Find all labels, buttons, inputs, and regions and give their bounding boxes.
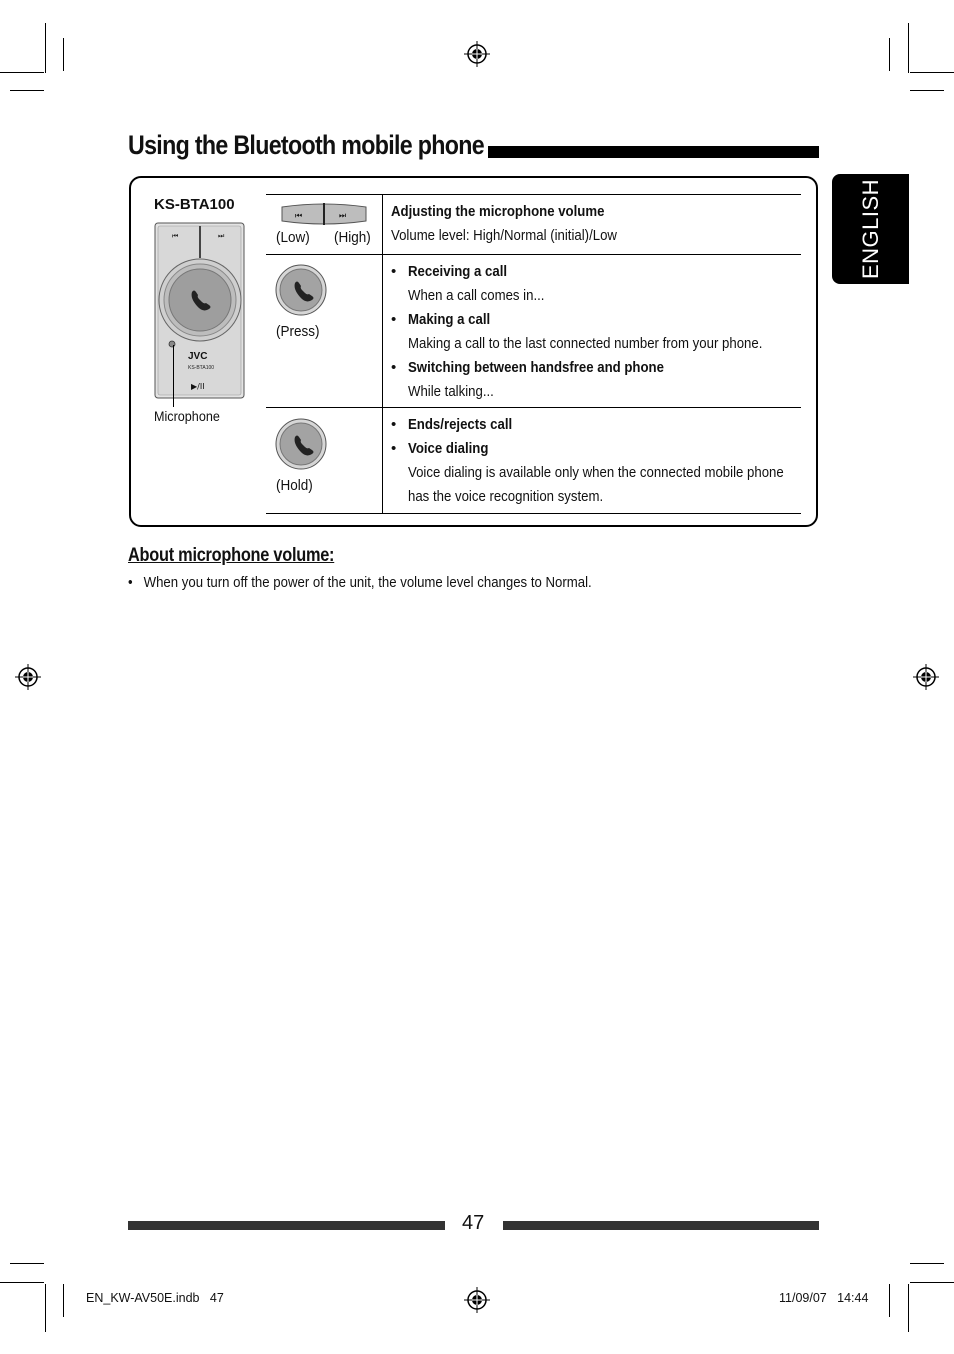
low-label: (Low) [276, 229, 310, 246]
crop-mark [0, 1282, 44, 1283]
table-rule [266, 194, 801, 195]
note-bullet: • When you turn off the power of the unit, the volume level changes to Normal. [128, 574, 592, 591]
crop-mark [908, 1284, 909, 1332]
crop-mark [910, 1282, 954, 1283]
crop-mark [910, 1263, 944, 1264]
item-text: Making a call to the last connected number from your phone. [408, 335, 763, 352]
registration-mark-icon [464, 41, 490, 67]
device-model-label: KS-BTA100 [154, 196, 235, 213]
svg-text:⏮: ⏮ [172, 232, 179, 240]
crop-mark [10, 1263, 44, 1264]
page-title: Using the Bluetooth mobile phone [128, 130, 484, 160]
language-label: ENGLISH [857, 178, 883, 280]
crop-mark [63, 1284, 64, 1317]
registration-mark-icon [913, 664, 939, 690]
item-heading: Receiving a call [408, 263, 508, 280]
crop-mark [45, 1284, 46, 1332]
page-number: 47 [462, 1212, 485, 1234]
item-text: While talking... [408, 383, 494, 400]
crop-mark [63, 38, 64, 71]
registration-mark-icon [464, 1287, 490, 1313]
crop-mark [0, 72, 44, 73]
crop-mark [889, 1284, 890, 1317]
item-heading: Ends/rejects call [408, 416, 513, 433]
registration-mark-icon [15, 664, 41, 690]
table-rule [266, 513, 801, 514]
crop-mark [889, 38, 890, 71]
crop-mark [45, 23, 46, 73]
crop-mark [910, 90, 944, 91]
microphone-leader-line [173, 345, 174, 407]
crop-mark [910, 72, 954, 73]
bullet: • [391, 359, 397, 376]
row-heading: Adjusting the microphone volume [391, 203, 605, 220]
table-rule [266, 254, 801, 255]
footer-bar-right [503, 1221, 819, 1230]
play-pause-label: ▶/II [191, 382, 205, 391]
microphone-label: Microphone [154, 408, 220, 424]
note-text: When you turn off the power of the unit, the volume level changes to Normal. [143, 574, 592, 591]
bullet: • [391, 440, 397, 457]
print-slug-date: 11/09/07 14:44 [779, 1291, 869, 1305]
volume-buttons-icon [281, 203, 367, 227]
svg-text:⏮: ⏮ [295, 211, 303, 220]
brand-label: JVC [188, 351, 208, 362]
section-heading: About microphone volume: [128, 545, 335, 566]
high-label: (High) [334, 229, 371, 246]
print-slug-file: EN_KW-AV50E.indb 47 [86, 1291, 224, 1305]
item-heading: Switching between handsfree and phone [408, 359, 664, 376]
phone-knob-icon [275, 264, 327, 316]
phone-knob-icon [275, 418, 327, 470]
hold-label: (Hold) [276, 477, 313, 494]
crop-mark [10, 90, 44, 91]
press-label: (Press) [276, 323, 320, 340]
row-text: Volume level: High/Normal (initial)/Low [391, 227, 617, 244]
title-rule [488, 146, 819, 158]
svg-text:⏭: ⏭ [339, 211, 347, 220]
bullet: • [391, 416, 397, 433]
device-small-model: KS-BTA100 [188, 365, 215, 371]
svg-text:⏭: ⏭ [218, 232, 225, 240]
item-text: Voice dialing is available only when the connected mobile phone [408, 464, 784, 481]
table-column-divider [382, 194, 383, 513]
bluetooth-adapter-illustration [154, 222, 246, 400]
crop-mark [908, 23, 909, 73]
item-text: has the voice recognition system. [408, 488, 604, 505]
table-rule [266, 407, 801, 408]
item-heading: Voice dialing [408, 440, 489, 457]
item-heading: Making a call [408, 311, 491, 328]
bullet: • [391, 311, 397, 328]
bullet: • [391, 263, 397, 280]
footer-bar-left [128, 1221, 445, 1230]
item-text: When a call comes in... [408, 287, 545, 304]
language-tab [832, 174, 909, 284]
